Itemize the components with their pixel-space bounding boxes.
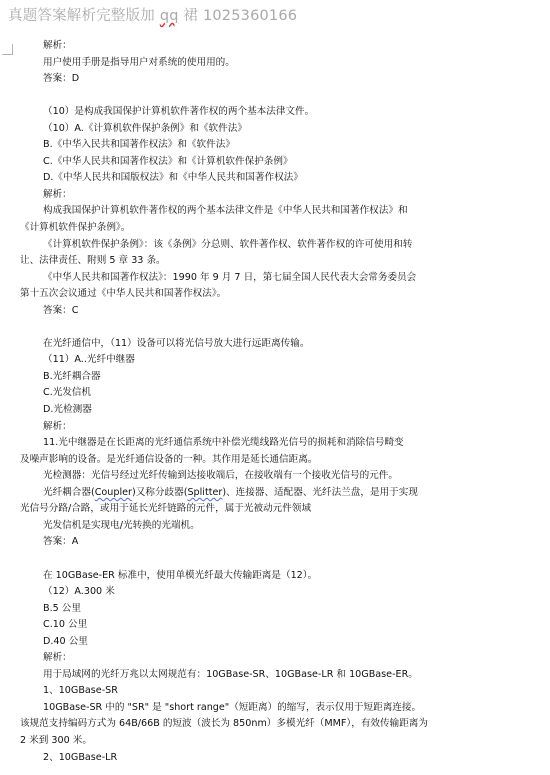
text-line: 《计算机软件保护条例》。 bbox=[20, 222, 131, 234]
text-line: D.光检测器 bbox=[43, 404, 92, 416]
text-line: 答案：C bbox=[43, 304, 79, 316]
text-line: 及噪声影响的设备。是光纤通信设备的一种。其作用是延长通信距离。 bbox=[20, 453, 318, 465]
margin-corner-mark bbox=[2, 44, 13, 55]
text-line: 用于局域网的光纤万兆以太网规范有：10GBase-SR、10GBase-LR 和 10GBase-ER。 bbox=[43, 668, 418, 680]
text-line: 2 米到 300 米。 bbox=[20, 734, 92, 746]
text-line: （12）A.300 米 bbox=[43, 586, 115, 598]
text-line: D.40 公里 bbox=[43, 635, 88, 647]
text-line: B.光纤耦合器 bbox=[43, 370, 101, 382]
text-line: 1、10GBase-SR bbox=[43, 685, 118, 697]
text-line: 《计算机软件保护条例》：该《条例》分总则、软件著作权、软件著作权的许可使用和转 bbox=[43, 238, 413, 250]
text-line: （11）A..光纤中继器 bbox=[43, 354, 135, 366]
text-line: 该规范支持编码方式为 64B/66B 的短波（波长为 850nm）多模光纤（MMF），有效传输距离为 bbox=[20, 718, 428, 730]
text-line: 光纤耦合器(Coupler)又称分歧器(Splitter)、连接器、适配器、光纤法兰盘，是用于实现 bbox=[43, 486, 418, 498]
text-line: 光检测器：光信号经过光纤传输到达接收端后，在接收端有一个接收光信号的元件。 bbox=[43, 470, 398, 482]
watermark-text bbox=[8, 4, 297, 25]
text-line: 光发信机是实现电/光转换的光端机。 bbox=[43, 519, 200, 531]
text-line: 构成我国保护计算机软件著作权的两个基本法律文件是《中华人民共和国著作权法》和 bbox=[43, 205, 408, 217]
text-line: 在 10GBase-ER 标准中，使用单模光纤最大传输距离是（12）。 bbox=[43, 569, 318, 581]
text-line: 答案：D bbox=[43, 73, 80, 85]
text-line: 答案：A bbox=[43, 536, 79, 548]
document-body bbox=[20, 38, 490, 766]
text-line: 2、10GBase-LR bbox=[43, 751, 118, 763]
text-line: C.《中华人民共和国著作权法》和《计算机软件保护条例》 bbox=[43, 155, 293, 167]
text-line: 解析： bbox=[43, 40, 72, 51]
text-line: 11.光中继器是在长距离的光纤通信系统中补偿光缆线路光信号的损耗和消除信号畸变 bbox=[43, 437, 404, 449]
blank-line bbox=[20, 551, 490, 568]
blank-line bbox=[20, 88, 490, 105]
text-line: 第十五次会议通过《中华人民共和国著作权法》。 bbox=[20, 288, 227, 300]
blank-line bbox=[20, 319, 490, 336]
text-line: （10）A.《计算机软件保护条例》和《软件法》 bbox=[43, 122, 247, 134]
text-line: 用户使用手册是指导用户对系统的使用用的。 bbox=[43, 56, 235, 68]
text-line: C.光发信机 bbox=[43, 387, 92, 399]
text-line: 解析： bbox=[43, 652, 72, 664]
watermark-suffix: 裙 1025360166 bbox=[178, 8, 298, 24]
text-line: D.《中华人民共和国版权法》和《中华人民共和国著作权法》 bbox=[43, 172, 303, 184]
watermark-prefix: 真题答案解析完整版加 bbox=[8, 8, 160, 24]
text-line: 《中华人民共和国著作权法》：1990 年 9 月 7 日，第七届全国人民代表大会常务委员会 bbox=[43, 271, 417, 283]
text-line: （10）是构成我国保护计算机软件著作权的两个基本法律文件。 bbox=[43, 106, 315, 118]
text-line: 让、法律责任、附则 5 章 33 条。 bbox=[20, 255, 166, 267]
text-line: C.10 公里 bbox=[43, 619, 88, 631]
text-line: 光信号分路/合路，或用于延长光纤链路的元件，属于光被动元件领域 bbox=[20, 503, 312, 515]
text-line: 解析： bbox=[43, 188, 72, 200]
text-line: B.5 公里 bbox=[43, 602, 81, 614]
text-line: 在光纤通信中，（11）设备可以将光信号放大进行远距离传输。 bbox=[43, 337, 310, 349]
watermark-qq: qq bbox=[159, 8, 179, 24]
text-line: 解析： bbox=[43, 420, 72, 432]
text-line: B.《中华入民共和国著作权法》和《软件法》 bbox=[43, 139, 235, 151]
text-line: 10GBase-SR 中的 "SR" 是 "short range"（短距离）的缩写，表示仅用于短距离连接。 bbox=[43, 701, 422, 713]
